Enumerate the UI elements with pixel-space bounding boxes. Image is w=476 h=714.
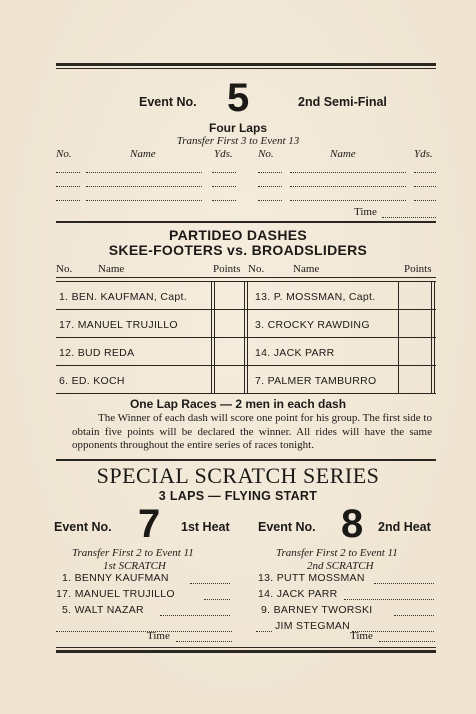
dash-rider-right: 3. CROCKY RAWDING	[255, 319, 370, 331]
entry-line	[56, 172, 80, 173]
heat2-title: 2nd Heat	[378, 520, 431, 534]
heat1-rider: 17. MANUEL TRUJILLO	[56, 588, 175, 600]
table-column-rule	[244, 281, 245, 393]
heat1-scratch: 1st SCRATCH	[103, 560, 166, 572]
heat2-rider: 14. JACK PARR	[258, 588, 338, 600]
dash-rider-left: 12. BUD REDA	[59, 347, 135, 359]
event5-transfer: Transfer First 3 to Event 13	[176, 135, 300, 147]
entry-line	[56, 186, 80, 187]
entry-line	[56, 631, 232, 632]
event5-col-name-right: Name	[330, 148, 356, 160]
event5-laps: Four Laps	[208, 121, 267, 135]
dashes-col-name-right: Name	[293, 263, 320, 275]
entry-line	[258, 172, 282, 173]
entry-line	[212, 186, 236, 187]
table-row-rule	[56, 365, 436, 366]
event5-title: 2nd Semi-Final	[298, 95, 387, 109]
event5-time-line	[382, 217, 436, 218]
event5-label: Event No.	[139, 95, 197, 109]
top-rule	[56, 63, 436, 66]
table-column-rule	[214, 281, 215, 393]
heat1-time-line	[176, 641, 232, 642]
event5-col-name-left: Name	[130, 148, 156, 160]
table-row-rule	[56, 393, 436, 394]
event5-bottom-rule	[56, 221, 436, 223]
dash-rider-left: 17. MANUEL TRUJILLO	[59, 319, 178, 331]
table-column-rule	[247, 281, 248, 393]
table-row-rule	[56, 337, 436, 338]
top-rule-thin	[56, 68, 436, 69]
heat2-rider: 9. BARNEY TWORSKI	[261, 604, 373, 616]
heat2-rider: JIM STEGMAN	[275, 620, 351, 632]
entry-line	[204, 599, 230, 600]
special-subtitle: 3 LAPS — FLYING START	[158, 489, 318, 503]
heat1-rider: 1. BENNY KAUFMAN	[62, 572, 169, 584]
dashes-col-points-right: Points	[404, 263, 432, 275]
entry-line	[212, 200, 236, 201]
heat2-scratch: 2nd SCRATCH	[307, 560, 374, 572]
entry-line	[86, 200, 202, 201]
dash-rider-right: 7. PALMER TAMBURRO	[255, 375, 377, 387]
heat1-title: 1st Heat	[181, 520, 230, 534]
entry-line	[394, 615, 434, 616]
entry-line	[56, 200, 80, 201]
dashes-title: PARTIDEO DASHES	[168, 227, 308, 243]
dashes-bottom-rule	[56, 459, 436, 461]
heat1-rider: 5. WALT NAZAR	[62, 604, 144, 616]
table-column-rule	[434, 281, 435, 393]
dashes-col-points-left: Points	[213, 263, 241, 275]
dashes-rules	[72, 412, 432, 453]
entry-line	[212, 172, 236, 173]
dashes-rules-text: The Winner of each dash will score one point for his group. The first side to obtain five points will be declared the winner. All rides will have the same opponents throughout the entire series of races tonight.	[72, 412, 432, 451]
entry-line	[86, 172, 202, 173]
entry-line	[374, 583, 434, 584]
heat1-time-label: Time	[147, 630, 170, 642]
dashes-col-name-left: Name	[98, 263, 125, 275]
entry-line	[290, 200, 406, 201]
event5-col-no-right: No.	[258, 148, 274, 160]
entry-line	[258, 200, 282, 201]
heat1-transfer: Transfer First 2 to Event 11	[72, 547, 194, 559]
entry-line	[414, 200, 436, 201]
event5-number: 5	[227, 76, 250, 120]
bottom-rule-thin	[56, 647, 436, 648]
dash-rider-right: 14. JACK PARR	[255, 347, 335, 359]
heat2-time-line	[379, 641, 435, 642]
table-column-rule	[211, 281, 212, 393]
event5-time-label: Time	[354, 206, 377, 218]
heat2-rider: 13. PUTT MOSSMAN	[258, 572, 365, 584]
dashes-matchup: SKEE-FOOTERS vs. BROADSLIDERS	[108, 242, 368, 258]
dash-rider-left: 1. BEN. KAUFMAN, Capt.	[59, 291, 187, 303]
dashes-col-no-left: No.	[56, 263, 73, 275]
table-row-rule	[56, 309, 436, 310]
entry-line	[86, 186, 202, 187]
dashes-col-no-right: No.	[248, 263, 265, 275]
special-title: SPECIAL SCRATCH SERIES	[96, 463, 380, 488]
entry-line	[256, 631, 272, 632]
entry-line	[290, 172, 406, 173]
table-header-rule	[56, 277, 436, 278]
heat2-time-label: Time	[350, 630, 373, 642]
heat2-event-label: Event No.	[258, 520, 316, 534]
table-column-rule	[398, 281, 399, 393]
event5-col-no-left: No.	[56, 148, 72, 160]
dash-rider-right: 13. P. MOSSMAN, Capt.	[255, 291, 376, 303]
entry-line	[190, 583, 230, 584]
event5-col-yds-left: Yds.	[214, 148, 233, 160]
entry-line	[258, 186, 282, 187]
entry-line	[160, 615, 230, 616]
table-column-rule	[431, 281, 432, 393]
table-row-rule	[56, 281, 436, 282]
event5-col-yds-right: Yds.	[414, 148, 433, 160]
entry-line	[414, 172, 436, 173]
entry-line	[414, 186, 436, 187]
heat1-number: 7	[138, 502, 161, 546]
heat1-event-label: Event No.	[54, 520, 112, 534]
bottom-rule	[56, 650, 436, 653]
dashes-one-lap-note: One Lap Races — 2 men in each dash	[129, 397, 347, 411]
entry-line	[290, 186, 406, 187]
dash-rider-left: 6. ED. KOCH	[59, 375, 125, 387]
heat2-transfer: Transfer First 2 to Event 11	[276, 547, 398, 559]
entry-line	[344, 599, 434, 600]
heat2-number: 8	[341, 502, 364, 546]
